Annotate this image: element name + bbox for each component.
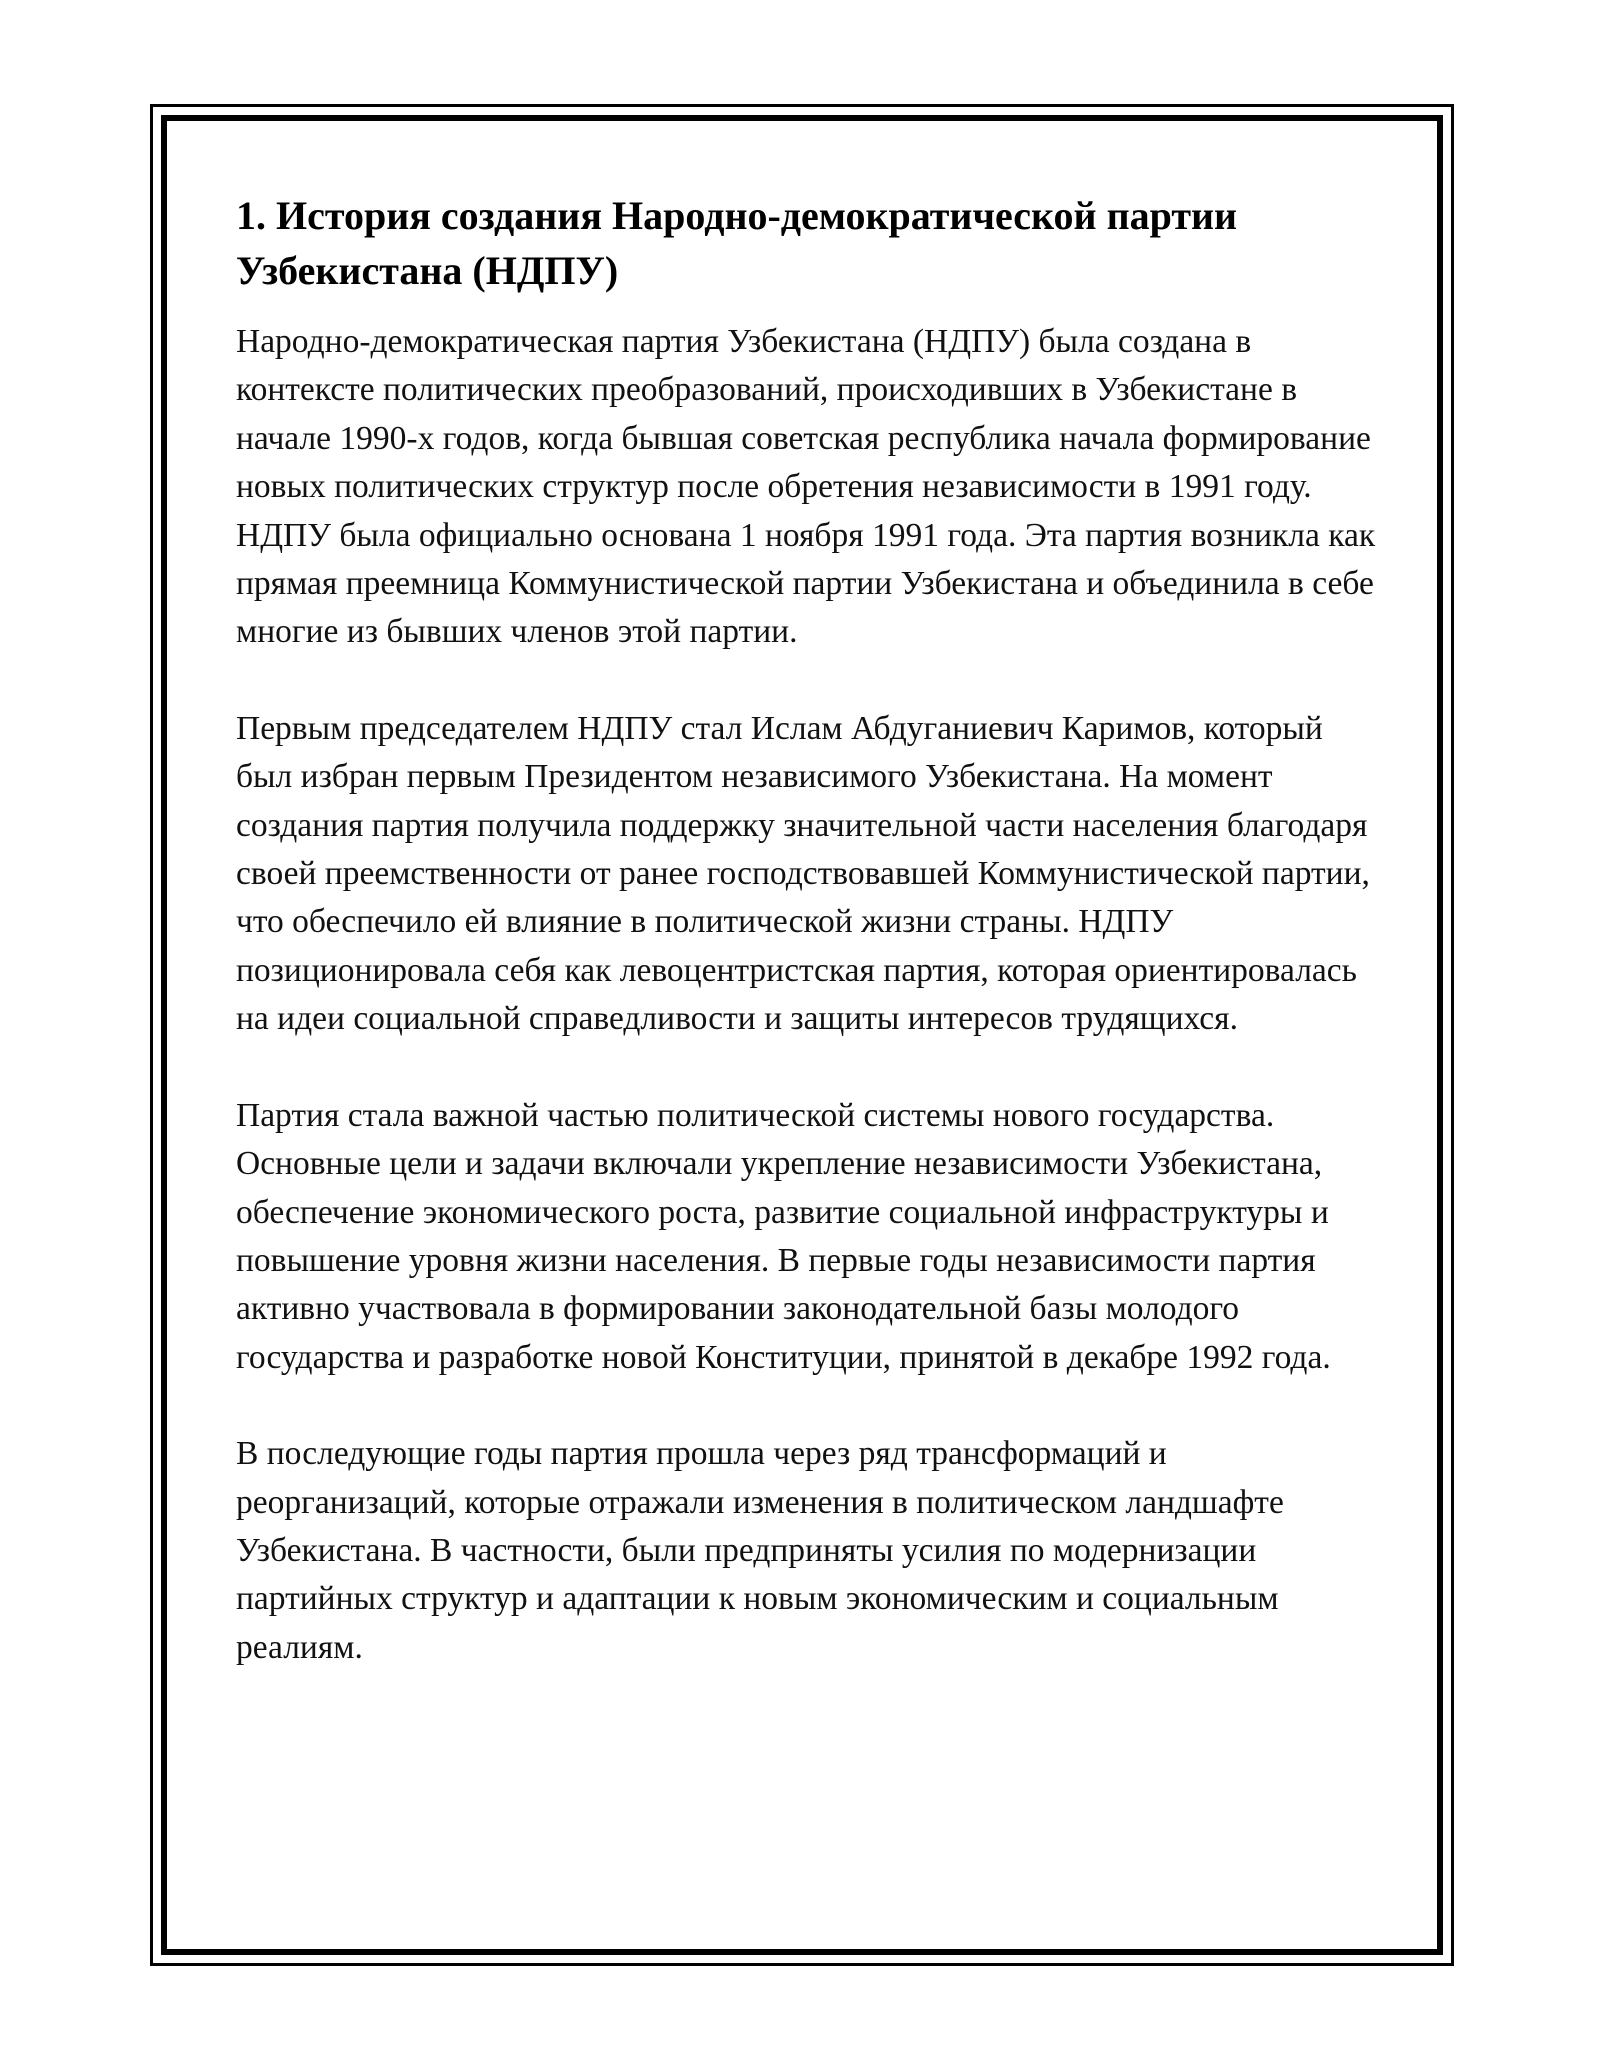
document-body — [236, 188, 1376, 1672]
paragraph-1: Народно-демократическая партия Узбекистана (НДПУ) была создана в контексте политических преобразований, происходивших в Узбекистане в начале 1990-х годов, когда бывшая советская республика начала формирование новых политических структур после обретения независимости в 1991 году. НДПУ была официально основана 1 ноября 1991 года. Эта партия возникла как прямая преемница Коммунистической партии Узбекистана и объединила в себе многие из бывших членов этой партии. — [236, 323, 1376, 651]
paragraph-3: Партия стала важной частью политической системы нового государства. Основные цели и задачи включали укрепление независимости Узбекистана, обеспечение экономического роста, развитие социальной инфраструктуры и повышение уровня жизни населения. В первые годы независимости партия активно участвовала в формировании законодательной базы молодого государства и разработке новой Конституции, принятой в декабре 1992 года. — [236, 1096, 1331, 1376]
section-title: 1. История создания Народно-демократической партии Узбекистана (НДПУ) — [236, 193, 1238, 293]
paragraph-4: В последующие годы партия прошла через ряд трансформаций и реорганизаций, которые отражали изменения в политическом ландшафте Узбекистана. В частности, были предприняты усилия по модернизации партийных структур и адаптации к новым экономическим и социальным реалиям. — [236, 1435, 1284, 1666]
paragraph-2: Первым председателем НДПУ стал Ислам Абдуганиевич Каримов, который был избран первым Президентом независимого Узбекистана. На момент создания партия получила поддержку значительной части населения благодаря своей преемственности от ранее господствовавшей Коммунистической партии, что обеспечило ей влияние в политической жизни страны. НДПУ позиционировала себя как левоцентристская партия, которая ориентировалась на идеи социальной справедливости и защиты интересов трудящихся. — [236, 709, 1370, 1038]
